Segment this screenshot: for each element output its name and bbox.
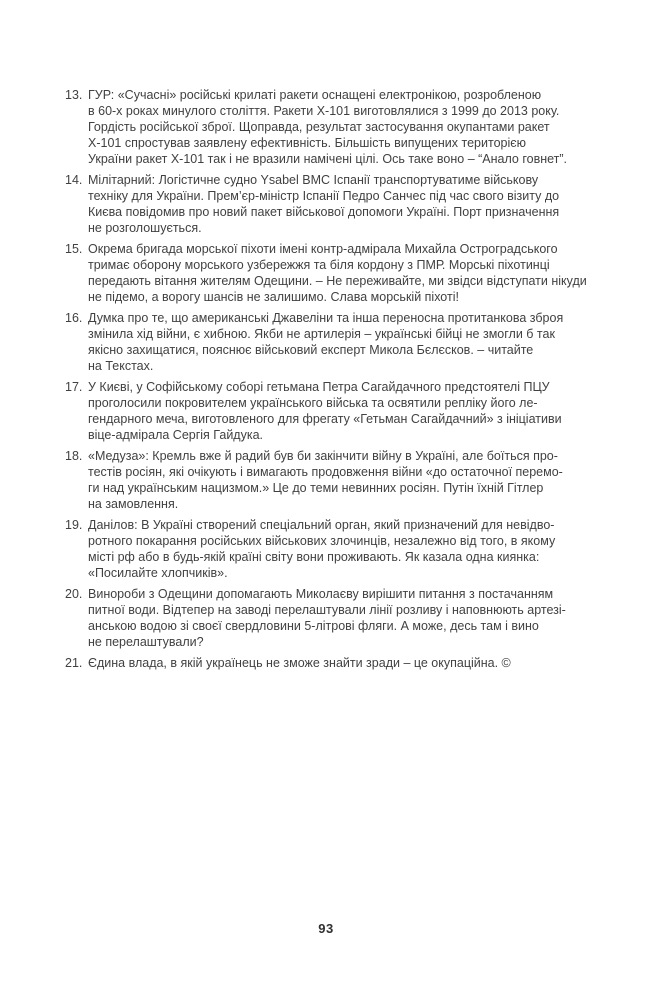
text-line: України ракет Х-101 так і не вразили намічені цілі. Ось таке воно – “Анало говнет”.: [88, 152, 568, 166]
text-line: анською водою зі своєї свердловини 5-літрові фляги. А може, десь там і вино: [88, 619, 539, 633]
page-number: 93: [318, 921, 334, 936]
text-line: місті рф або в будь-якій країні світу вони проживають. Як казала одна киянка:: [88, 550, 540, 564]
item-number: 17.: [65, 380, 83, 394]
item-text: [88, 172, 640, 236]
text-line: змінила хід війни, є хибною. Якби не артилерія – українські бійці не змогли б так: [88, 327, 555, 341]
text-line: не перелаштували?: [88, 635, 204, 649]
text-line: Думка про те, що американські Джавеліни та інша переносна протитанкова зброя: [88, 311, 564, 325]
item-text: [88, 586, 640, 650]
item-text: [88, 448, 640, 512]
text-line: в 60-х роках минулого століття. Ракети Х-101 виготовлялися з 1999 до 2013 року.: [88, 104, 560, 118]
text-line: ротного покарання російських військових злочинців, незалежно від того, в якому: [88, 534, 556, 548]
text-line: на замовлення.: [88, 497, 179, 511]
text-line: передають вітання жителям Одещини. – Не переживайте, ми звідси відступати нікуди: [88, 274, 587, 288]
text-line: гендарного меча, виготовленого для фрегату «Гетьман Сагайдачний» з ініціативи: [88, 412, 562, 426]
list-item: [65, 310, 640, 374]
text-line: У Києві, у Софійському соборі гетьмана Петра Сагайдачного предстоятелі ПЦУ: [88, 380, 550, 394]
text-line: техніку для України. Прем’єр-міністр Іспанії Педро Санчес під час свого візиту до: [88, 189, 560, 203]
text-line: ГУР: «Сучасні» російські крилаті ракети оснащені електронікою, розробленою: [88, 88, 542, 102]
item-number: 13.: [65, 88, 83, 102]
item-text: [88, 655, 640, 671]
item-number: 20.: [65, 587, 83, 601]
text-line: «Посилайте хлопчиків».: [88, 566, 228, 580]
text-line: Києва повідомив про новий пакет військової допомоги Україні. Порт призначення: [88, 205, 560, 219]
text-line: Окрема бригада морської піхоти імені контр-адмірала Михайла Остроградського: [88, 242, 558, 256]
text-line: Єдина влада, в якій українець не зможе знайти зради – це окупаційна. ©: [88, 656, 511, 670]
item-text: [88, 379, 640, 443]
text-line: Винороби з Одещини допомагають Миколаєву вирішити питання з постачанням: [88, 587, 554, 601]
text-line: питної води. Відтепер на заводі перелаштували лінії розливу і наповнюють артезі-: [88, 603, 566, 617]
item-number: 15.: [65, 242, 83, 256]
text-line: ги над українським нацизмом.» Це до теми невинних росіян. Путін їхній Гітлер: [88, 481, 544, 495]
list-item: [65, 87, 640, 167]
text-line: віце-адмірала Сергія Гайдука.: [88, 428, 264, 442]
list-item: [65, 172, 640, 236]
list-item: [65, 379, 640, 443]
text-line: тестів росіян, які очікують і вимагають продовження війни «до остаточної перемо-: [88, 465, 563, 479]
list-item: [65, 586, 640, 650]
item-text: [88, 241, 640, 305]
text-line: не розголошується.: [88, 221, 202, 235]
text-line: якісно захищатися, пояснює військовий експерт Микола Бєлєсков. – читайте: [88, 343, 534, 357]
numbered-list: [65, 87, 640, 676]
text-line: Данілов: В Україні створений спеціальний орган, який призначений для невідво-: [88, 518, 555, 532]
text-line: проголосили покровителем українського війська та освятили репліку його ле-: [88, 396, 538, 410]
text-line: не підемо, а ворогу шансів не залишимо. Слава морській піхоті!: [88, 290, 459, 304]
item-number: 21.: [65, 656, 83, 670]
list-item: [65, 517, 640, 581]
text-line: Гордість російської зброї. Щоправда, результат застосування окупантами ракет: [88, 120, 550, 134]
text-line: Мілітарний: Логістичне судно Ysabel ВМС Іспанії транспортуватиме військову: [88, 173, 539, 187]
item-number: 14.: [65, 173, 83, 187]
list-item: [65, 448, 640, 512]
item-number: 19.: [65, 518, 83, 532]
item-text: [88, 310, 640, 374]
item-number: 16.: [65, 311, 83, 325]
text-line: Х-101 спростував заявлену ефективність. Більшість випущених територією: [88, 136, 527, 150]
text-line: на Текстах.: [88, 359, 154, 373]
list-item: [65, 655, 640, 671]
item-text: [88, 87, 640, 167]
list-item: [65, 241, 640, 305]
text-line: «Медуза»: Кремль вже й радий був би закінчити війну в Україні, але боїться про-: [88, 449, 558, 463]
text-line: тримає оборону морського узбережжя та біля кордону з ПМР. Морські піхотинці: [88, 258, 550, 272]
item-text: [88, 517, 640, 581]
item-number: 18.: [65, 449, 83, 463]
